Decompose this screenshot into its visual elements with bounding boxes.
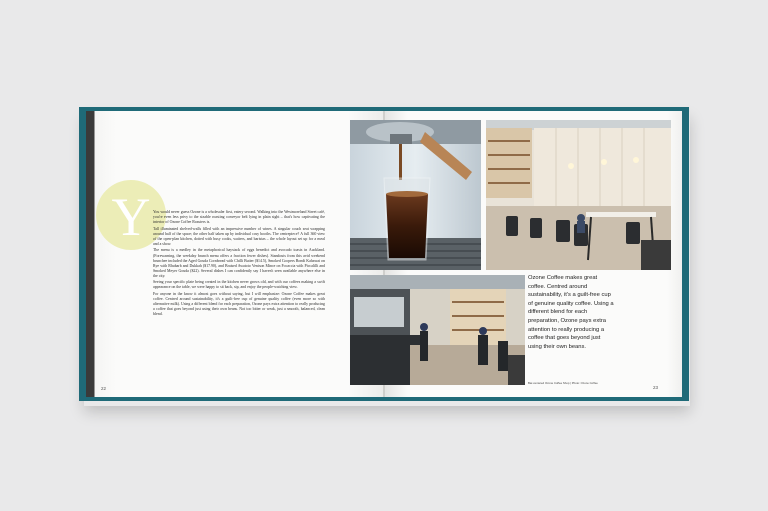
page-number-right: 23 — [653, 385, 659, 390]
article-body — [153, 210, 325, 319]
article-paragraph: You would never guess Ozone is a wholesaler first, eatery second. Walking into the Westmoreland Street café, you're even less privy to the sizable roasting conveyor belt lying in plain sight – that's how captivating the interior of Ozone Coffee Roasters is. — [153, 210, 325, 225]
article-paragraph: Tall illuminated shelved-walls filled with an impressive number of wines. A singular couch seat wrapping around half of the space; the other half taken up by individual cosy booths. The centrepiece? A full 360 view of the open-plan kitchen, dotted with busy cooks, waiters, and baristas – the whole layout set up for a meal and a show. — [153, 226, 325, 246]
page-number-left: 22 — [101, 386, 107, 391]
cafe-interior-photo — [486, 120, 671, 270]
espresso-photo — [350, 120, 481, 270]
photo-caption: Bar-centered Ozone Coffee Shop | Photo: Ozone Coffee — [528, 381, 598, 385]
article-paragraph: The menu is a medley in the metaphorical haystack of eggs benedict and avocado toasts in Auckland. (Forewarning, the weekday brunch menu offers a fraction fewer dishes). Standouts from this avid weekend brunchee included the Aged Gouda Cornbread with Chilli Butter ($14.5), Smoked Coopers Bondi Kahawai on Rye with Rhubarb and Dukkah ($17.90), and Braised Awatoto Venison Mince on Focaccia with Piccalilli and Smoked Meyer Gouda ($22). Several dishes I can confidently say I haven't seen available anywhere else in the city. — [153, 248, 325, 278]
article-paragraph: For anyone in the know it almost goes without saying, but I will emphasize: Ozone Coffee makes great coffee. Centred around sustainability, it's a guilt-free cup of genuine quality coffee (even more so with alternative milk). Using a different blend for each preparation, Ozone pays extra attention to really producing a coffee that goes beyond just using their own beans. Not too bitter or weak, just a smooth, balanced, clean blend. — [153, 291, 325, 317]
dropcap-letter: Y — [111, 187, 151, 247]
bar-cafe-photo — [350, 275, 525, 385]
pull-quote: Ozone Coffee makes great coffee. Centred around sustainability, it's a guilt-free cup of genuine quality coffee. Using a different blend for each preparation, Ozone pays extra attention to really producing a coffee that goes beyond just using their own beans. — [528, 275, 614, 350]
article-paragraph: Seeing your specific plate being created in the kitchen never grows old, and with our coffees making a swift appearance on the table, we were happy to sit back, sip, and enjoy the people-watching view. — [153, 280, 325, 290]
